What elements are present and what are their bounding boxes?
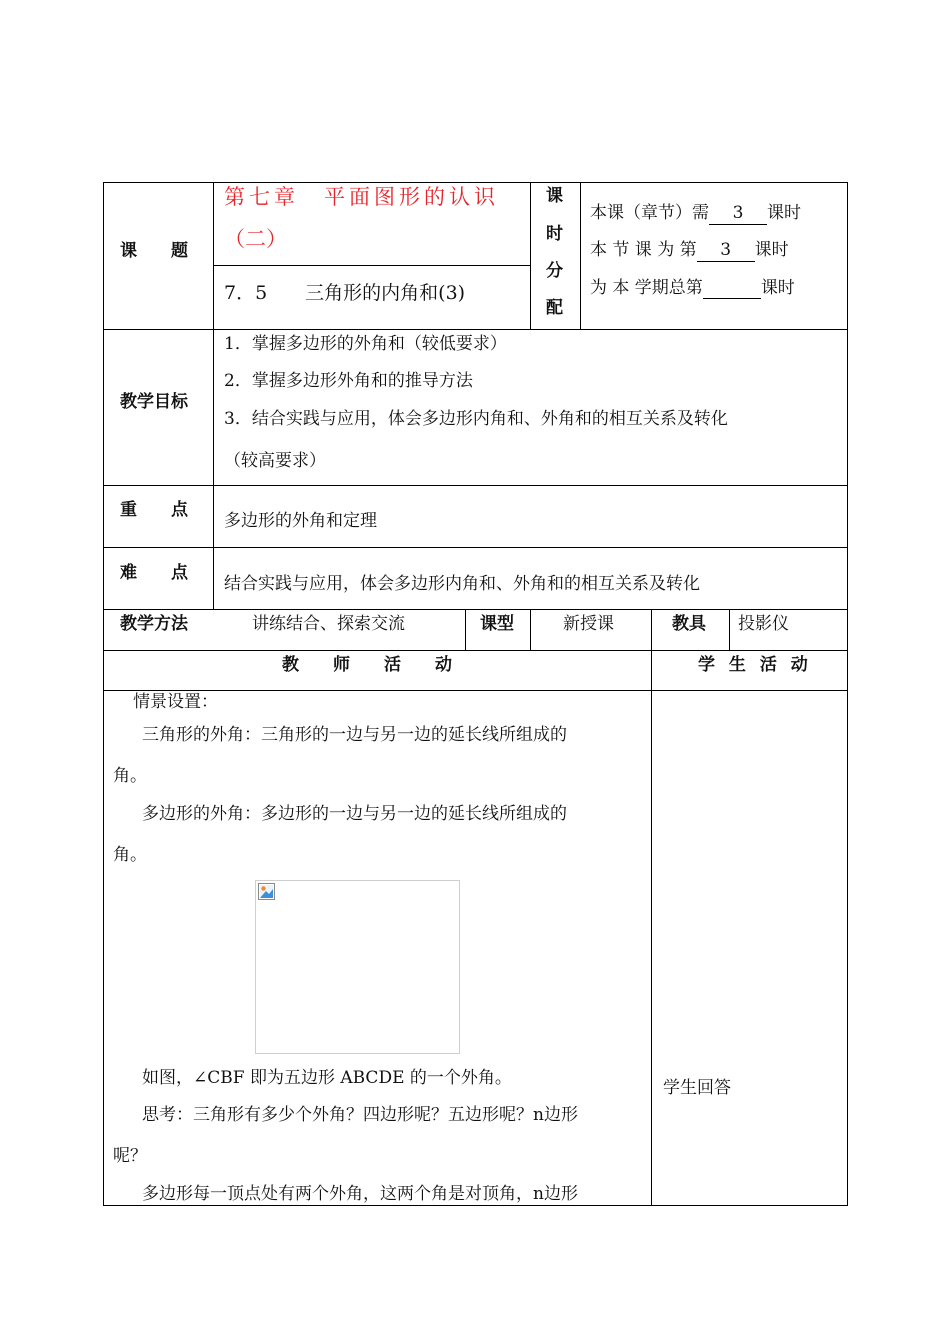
row-divider — [103, 609, 848, 610]
time-label-char: 配 — [546, 298, 563, 318]
difficulty-text: 结合实践与应用，体会多边形内角和、外角和的相互关系及转化 — [224, 574, 700, 594]
title-divider — [213, 265, 530, 266]
col-border — [465, 609, 466, 650]
content-line: 多边形每一顶点处有两个外角，这两个角是对顶角，n边形 — [142, 1184, 578, 1204]
time-alloc-suffix: 课时 — [767, 203, 801, 223]
method-value: 讲练结合、探索交流 — [252, 614, 405, 634]
figure-caption: 如图，∠CBF 即为五边形 ABCDE 的一个外角。 — [142, 1068, 512, 1088]
table-top-border — [103, 182, 848, 183]
teaching-aid-value: 投影仪 — [738, 614, 789, 634]
time-alloc-prefix: 本课（章节）需 — [590, 203, 709, 223]
time-alloc-line-2 — [590, 239, 789, 262]
broken-image-icon — [258, 883, 275, 900]
time-alloc-line-1 — [590, 202, 801, 225]
objective-item: 1．掌握多边形的外角和（较低要求） — [224, 334, 507, 354]
scene-heading: 情景设置： — [133, 692, 218, 712]
time-alloc-suffix: 课时 — [754, 240, 789, 260]
student-answer: 学生回答 — [663, 1078, 731, 1098]
difficulty-label: 难 点 — [120, 563, 188, 583]
method-label: 教学方法 — [120, 614, 188, 634]
time-alloc-line-3 — [590, 277, 795, 299]
key-point-label: 重 点 — [120, 500, 188, 520]
content-line: 思考：三角形有多少个外角？四边形呢？五边形呢？n边形 — [142, 1105, 578, 1125]
content-line: 角。 — [113, 766, 147, 786]
key-point-text: 多边形的外角和定理 — [224, 511, 377, 531]
objectives-label: 教学目标 — [120, 392, 188, 412]
figure-image-placeholder — [255, 880, 460, 1054]
col-border — [651, 609, 652, 1206]
content-line: 多边形的外角：多边形的一边与另一边的延长线所组成的 — [142, 804, 567, 824]
col-border — [530, 182, 531, 329]
time-alloc-prefix: 本 节 课 为 第 — [590, 240, 697, 260]
time-label-char: 课 — [546, 186, 563, 206]
row-divider — [103, 485, 848, 486]
time-label-char: 时 — [546, 224, 563, 244]
col-border — [530, 609, 531, 650]
objective-item: （较高要求） — [224, 451, 326, 471]
chapter-title-cont: （二） — [224, 227, 287, 251]
lesson-type-value: 新授课 — [563, 614, 614, 634]
time-alloc-value — [703, 277, 761, 299]
col-border — [729, 609, 730, 650]
table-right-border — [847, 182, 848, 1206]
time-alloc-value: 3 — [697, 239, 755, 262]
time-label-char: 分 — [546, 261, 563, 281]
objective-item: 3．结合实践与应用，体会多边形内角和、外角和的相互关系及转化 — [224, 409, 728, 429]
teacher-activity-header: 教 师 活 动 — [282, 655, 452, 675]
section-title: 7．5 三角形的内角和(3) — [224, 282, 466, 304]
student-activity-header: 学 生 活 动 — [698, 655, 812, 675]
time-alloc-suffix: 课时 — [760, 278, 795, 298]
objective-item: 2．掌握多边形外角和的推导方法 — [224, 371, 473, 391]
topic-label: 课 题 — [120, 241, 188, 261]
table-bottom-border — [103, 1205, 848, 1206]
row-divider — [103, 650, 848, 651]
content-line: 三角形的外角：三角形的一边与另一边的延长线所组成的 — [142, 725, 567, 745]
label-column-border — [213, 182, 214, 609]
col-border — [580, 182, 581, 329]
table-left-border — [103, 182, 104, 1206]
row-divider — [103, 547, 848, 548]
content-line: 呢？ — [113, 1146, 147, 1166]
row-divider — [103, 329, 848, 330]
time-alloc-value: 3 — [709, 202, 767, 225]
lesson-type-label: 课型 — [480, 614, 514, 634]
content-line: 角。 — [113, 845, 147, 865]
chapter-title: 第七章 平面图形的认识 — [224, 185, 499, 209]
teaching-aid-label: 教具 — [672, 614, 706, 634]
time-alloc-prefix: 为 本 学期总第 — [590, 278, 703, 298]
